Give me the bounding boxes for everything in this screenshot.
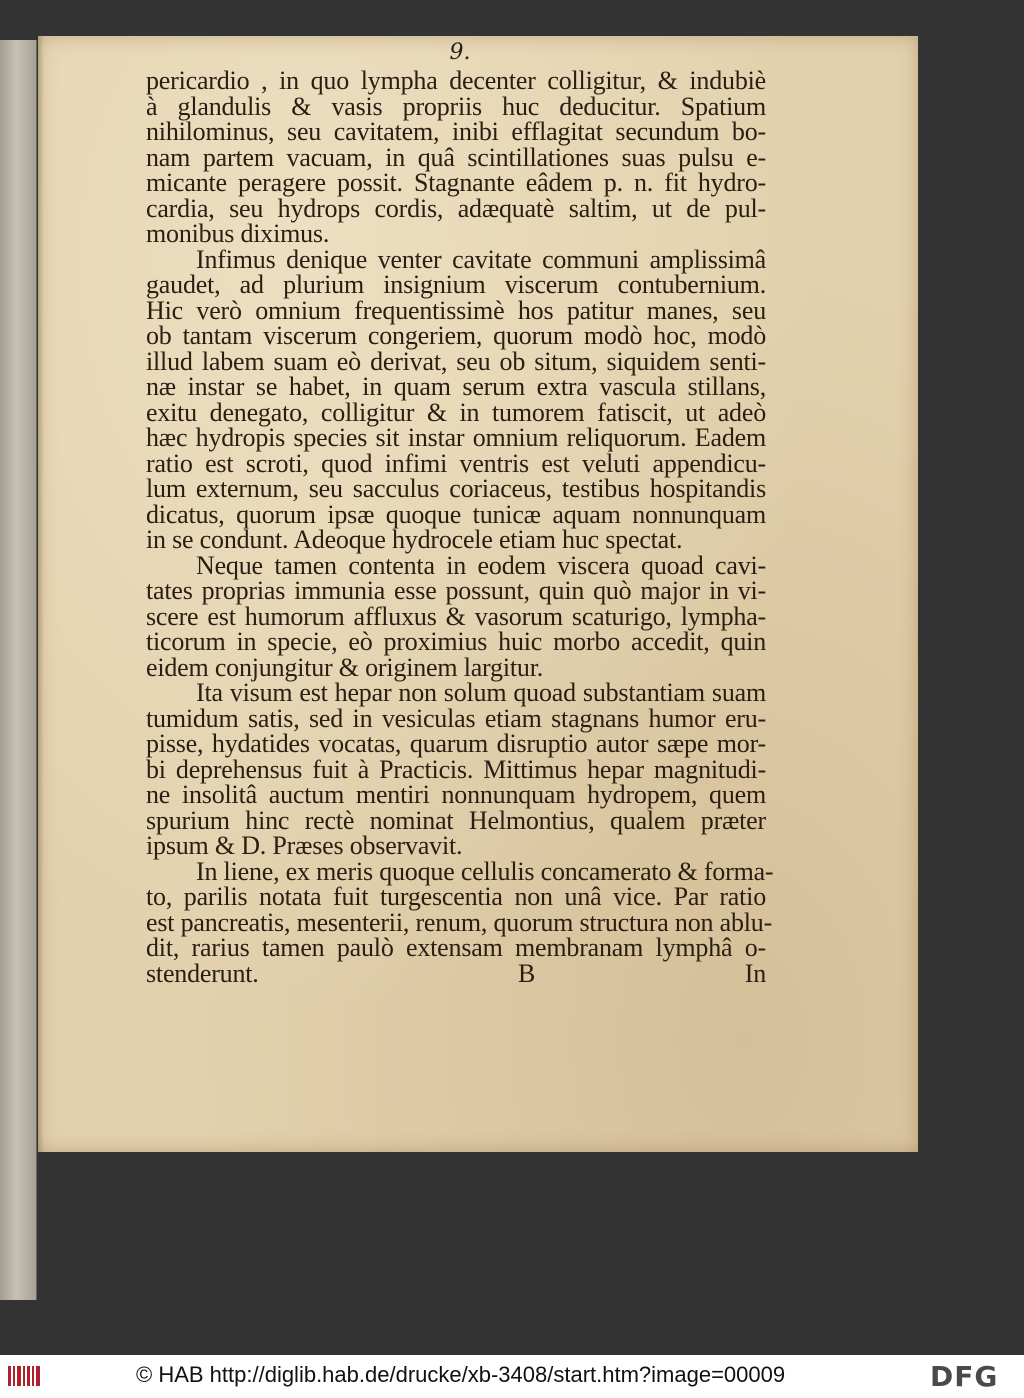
- text-line: nihilominus, seu cavitatem, inibi efflagitat secundum bo-: [146, 117, 766, 146]
- page-number: 9.: [449, 40, 471, 65]
- text-line: ticorum in specie, eò proximius huic morbo accedit, quin: [146, 627, 766, 656]
- page-footer-line: [146, 958, 766, 988]
- text-line: ne insolitâ auctum mentiri nonnunquam hydropem, quem: [146, 780, 766, 809]
- text-line: ratio est scroti, quod infimi ventris est veluti appendicu-: [146, 448, 766, 478]
- signature-mark: B: [518, 958, 536, 988]
- text-line: eidem conjungitur & originem largitur.: [146, 652, 544, 682]
- text-line: tumidum satis, sed in vesiculas etiam stagnans humor eru-: [146, 703, 766, 733]
- text-line: pericardio , in quo lympha decenter colligitur, & indubiè: [146, 66, 766, 95]
- text-line: bi deprehensus fuit à Practicis. Mittimus hepar magnitudi-: [146, 754, 766, 784]
- copyright-link[interactable]: © HAB http://diglib.hab.de/drucke/xb-3408/start.htm?image=00009: [136, 1362, 786, 1387]
- text-line: Infimus denique venter cavitate communi amplissimâ: [196, 244, 766, 274]
- last-line-text: stenderunt.: [146, 958, 259, 988]
- text-line: Hic verò omnium frequentissimè hos patitur manes, seu: [146, 295, 766, 325]
- text-line: est pancreatis, mesenterii, renum, quorum structura non ablu-: [146, 907, 773, 937]
- text-line: spurium hinc rectè nominat Helmontius, qualem præter: [146, 805, 766, 835]
- text-line: à glandulis & vasis propriis huc deducitur. Spatium: [146, 91, 766, 121]
- text-line: ipsum & D. Præses observavit.: [146, 831, 463, 860]
- catchword: In: [744, 958, 766, 988]
- text-line: lum externum, seu sacculus coriaceus, testibus hospitandis: [146, 474, 766, 503]
- library-barcode-logo-icon: [6, 1363, 42, 1389]
- text-line: gaudet, ad plurium insignium viscerum contubernium.: [146, 270, 766, 299]
- facing-page-edge: [0, 40, 37, 1300]
- text-line: illud labem suam eò derivat, seu ob situm, siquidem senti-: [146, 346, 766, 376]
- text-line: exitu denegato, colligitur & in tumorem fatiscit, ut adeò: [146, 397, 766, 427]
- text-line: to, parilis notata fuit turgescentia non unâ vice. Par ratio: [146, 882, 766, 911]
- page-text: [146, 66, 774, 988]
- text-line: in se condunt. Adeoque hydrocele etiam huc spectat.: [146, 525, 683, 554]
- text-line: ob tantam viscerum congeriem, quorum modò hoc, modò: [146, 321, 766, 350]
- text-line: micante peragere possit. Stagnante eâdem p. n. fit hydro-: [146, 168, 766, 197]
- text-line: Neque tamen contenta in eodem viscera quoad cavi-: [196, 550, 766, 580]
- text-line: næ instar se habet, in quam serum extra vascula stillans,: [146, 372, 766, 401]
- text-line: monibus diximus.: [146, 219, 330, 248]
- text-line: dit, rarius tamen paulò extensam membranam lymphâ o-: [146, 933, 766, 962]
- text-line: nam partem vacuam, in quâ scintillationes suas pulsu e-: [146, 142, 766, 172]
- text-line: In liene, ex meris quoque cellulis concamerato & forma-: [196, 856, 774, 886]
- text-line: Ita visum est hepar non solum quoad substantiam suam: [196, 678, 766, 707]
- text-line: tates proprias immunia esse possunt, quin quò major in vi-: [146, 576, 766, 605]
- text-line: pisse, hydatides vocatas, quarum disruptio autor sæpe mor-: [146, 729, 766, 758]
- page-gutter-shadow: [38, 36, 44, 1152]
- text-line: dicatus, quorum ipsæ quoque tunicæ aquam nonnunquam: [146, 499, 766, 529]
- text-line: scere est humorum affluxus & vasorum scaturigo, lympha-: [146, 601, 766, 631]
- dfg-logo: DFG: [930, 1360, 999, 1393]
- text-line: cardia, seu hydrops cordis, adæquatè saltim, ut de pul-: [146, 193, 766, 223]
- text-line: hæc hydropis species sit instar omnium reliquorum. Eadem: [146, 423, 766, 452]
- viewer-footer: [0, 1355, 1024, 1398]
